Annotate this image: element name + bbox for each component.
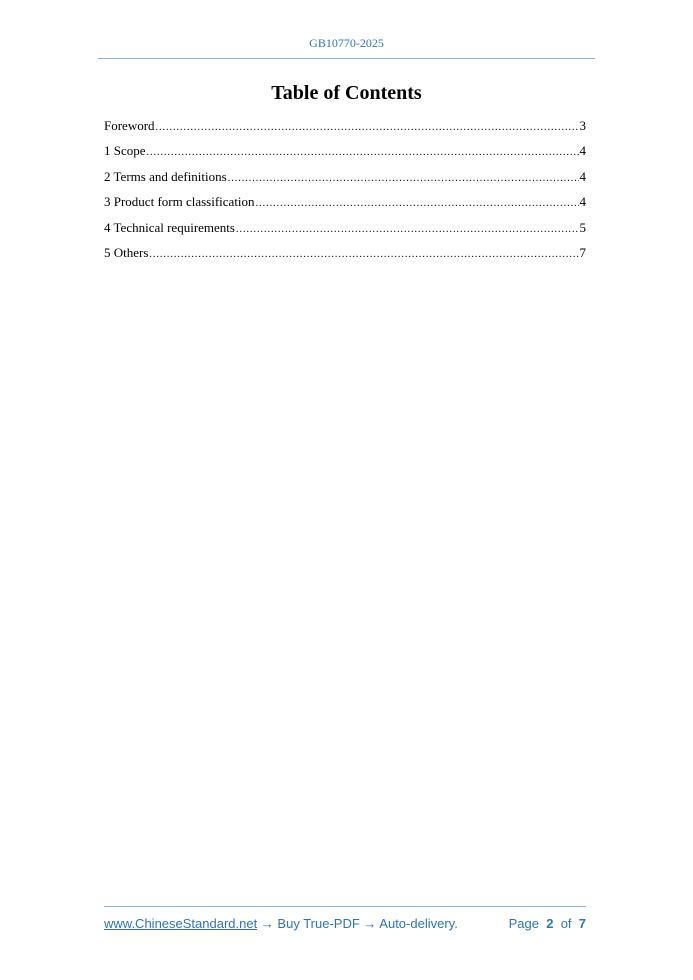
footer-promo [104,916,458,931]
toc-entry-label: 2 Terms and definitions [104,168,227,184]
running-header: GB10770-2025 [309,36,384,50]
site-link[interactable]: www.ChineseStandard.net [104,916,258,931]
toc-dot-leader [256,198,579,209]
toc-entry-requirements[interactable] [104,220,586,245]
toc-entry-page: 3 [579,118,586,133]
toc-dot-leader [156,122,579,133]
toc-dot-leader [147,147,579,158]
toc-entry-classification[interactable] [104,194,586,219]
toc-entry-page: 4 [579,143,586,159]
toc-entry-label: 5 Others [104,244,149,260]
toc-entry-others[interactable] [104,245,586,270]
toc-entry-label: 3 Product form classification [104,194,255,210]
toc-entry-page: 5 [579,219,586,235]
page-indicator [509,916,586,931]
header-divider [98,58,595,59]
current-page: 2 [546,916,554,931]
of-word: of [560,916,572,931]
footer-divider [104,906,586,907]
total-pages: 7 [578,916,586,931]
toc-entry-page: 4 [579,168,586,184]
toc-entry-label: Foreword [104,118,155,133]
toc-dot-leader [228,173,579,184]
toc-entry-label: 1 Scope [104,143,146,159]
promo-text: → Buy True-PDF → Auto-delivery. [257,916,458,931]
toc-entry-page: 7 [579,244,586,260]
toc-entry-label: 4 Technical requirements [104,219,235,235]
toc-entry-page: 4 [579,194,586,210]
toc-title: Table of Contents [271,82,422,104]
toc-entry-foreword[interactable] [104,118,586,143]
table-of-contents [104,118,586,270]
toc-dot-leader [149,249,578,260]
toc-dot-leader [236,224,579,235]
toc-entry-scope[interactable] [104,143,586,168]
page-word: Page [508,916,539,931]
toc-entry-terms[interactable] [104,169,586,194]
page-footer [104,916,586,931]
